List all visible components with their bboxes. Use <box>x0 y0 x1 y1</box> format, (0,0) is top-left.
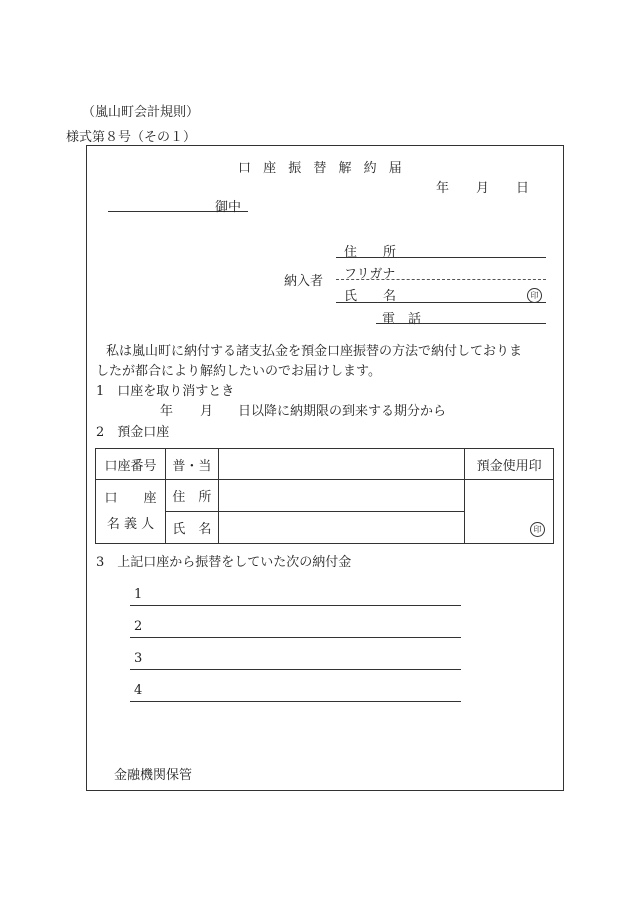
seal-header: 預金使用印 <box>465 449 554 480</box>
payer-name-field[interactable] <box>336 302 546 303</box>
account-holder-label-1: 口 座 <box>104 490 157 506</box>
date-day[interactable]: 日 <box>516 181 530 196</box>
date-year[interactable]: 年 <box>436 181 450 196</box>
account-table <box>95 448 554 544</box>
section3-title: 3 上記口座から振替をしていた次の納付金 <box>96 555 352 570</box>
payer-furigana-field[interactable] <box>336 279 546 280</box>
holder-address-field[interactable] <box>218 480 464 512</box>
payment-item-4-field[interactable] <box>130 701 461 702</box>
account-number-label: 口座番号 <box>96 449 166 480</box>
holder-name-label: 氏 名 <box>165 512 218 544</box>
regulation-title: （嵐山町会計規則） <box>82 105 200 120</box>
holder-name-field[interactable] <box>218 512 464 544</box>
footer-note: 金融機関保管 <box>114 768 193 783</box>
section1-title: 1 口座を取り消すとき <box>96 384 235 399</box>
section1-month[interactable]: 月 <box>200 404 214 419</box>
addressee-suffix: 御中 <box>215 200 242 215</box>
form-number: 様式第８号（その１） <box>66 130 197 145</box>
payer-label: 納入者 <box>284 274 324 289</box>
payer-furigana-label: フリガナ <box>344 267 396 282</box>
payment-item-2-label: 2 <box>134 619 143 634</box>
seal-field[interactable] <box>465 480 554 544</box>
section2-title: 2 預金口座 <box>96 425 170 440</box>
payer-phone-label: 電 話 <box>382 312 422 327</box>
account-type-label[interactable]: 普・当 <box>165 449 218 480</box>
payment-item-3-label: 3 <box>134 651 143 666</box>
payment-item-2-field[interactable] <box>130 637 461 638</box>
payer-name-label: 氏 名 <box>344 289 397 304</box>
date-month[interactable]: 月 <box>476 181 490 196</box>
payment-item-1-field[interactable] <box>130 605 461 606</box>
payer-phone-field[interactable] <box>376 323 546 324</box>
account-holder-label-2: 名 義 人 <box>106 516 155 532</box>
payer-address-field[interactable] <box>336 257 546 258</box>
account-number-field[interactable] <box>218 449 464 480</box>
holder-address-label: 住 所 <box>165 480 218 512</box>
payer-address-label: 住 所 <box>344 245 397 260</box>
bank-seal-icon: 印 <box>530 522 545 537</box>
payment-item-3-field[interactable] <box>130 669 461 670</box>
section1-detail: 日以降に納期限の到来する期分から <box>238 404 447 419</box>
body-text-line2: したが都合により解約したいのでお届けします。 <box>96 364 381 379</box>
account-holder-label <box>96 480 166 544</box>
payment-item-1-label: 1 <box>134 587 143 602</box>
body-text-line1: 私は嵐山町に納付する諸支払金を預金口座振替の方法で納付しておりま <box>106 344 523 359</box>
section1-year[interactable]: 年 <box>160 404 174 419</box>
form-title: 口 座 振 替 解 約 届 <box>238 161 406 176</box>
payer-seal-icon: 印 <box>527 288 542 303</box>
payment-item-4-label: 4 <box>134 683 143 698</box>
